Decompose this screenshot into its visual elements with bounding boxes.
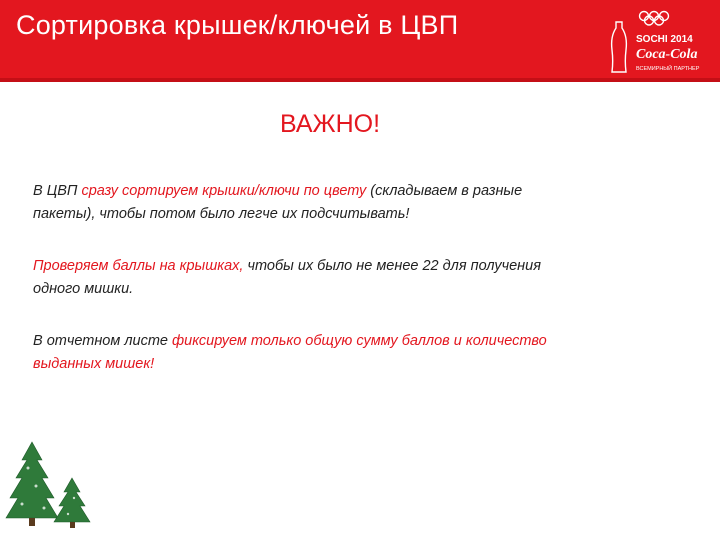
paragraph-report <box>33 330 573 376</box>
paragraph-sorting-text-1: В ЦВП <box>33 183 82 199</box>
slide-title: Сортировка крышек/ключей в ЦВП <box>16 10 459 40</box>
paragraph-sorting <box>33 180 573 226</box>
sochi-2014-coca-cola-logo <box>606 8 714 78</box>
logo-line2: Coca-Cola <box>636 47 698 62</box>
logo-line3: ВСЕМИРНЫЙ ПАРТНЕР <box>636 66 700 72</box>
logo-line1: SOCHI 2014 <box>636 34 693 45</box>
paragraph-points-highlight: Проверяем баллы на крышках, <box>33 258 244 274</box>
paragraph-points <box>33 255 573 301</box>
paragraph-report-highlight: фиксируем только общую сумму баллов и количество выданных мишек! <box>33 333 547 372</box>
paragraph-sorting-highlight: сразу сортируем крышки/ключи по цвету <box>81 183 367 199</box>
olympic-rings-icon <box>640 12 669 26</box>
bottle-icon <box>612 22 627 72</box>
important-heading: ВАЖНО! <box>279 110 381 138</box>
fir-trees-icon <box>4 438 114 540</box>
slide-header <box>0 0 720 82</box>
paragraph-sorting-text-2: (складываем в разные пакеты), чтобы потом было легче их подсчитывать! <box>33 183 523 222</box>
paragraph-report-text: В отчетном листе <box>33 333 173 349</box>
paragraph-points-text: чтобы их было не менее 22 для получения одного мишки. <box>33 258 541 297</box>
